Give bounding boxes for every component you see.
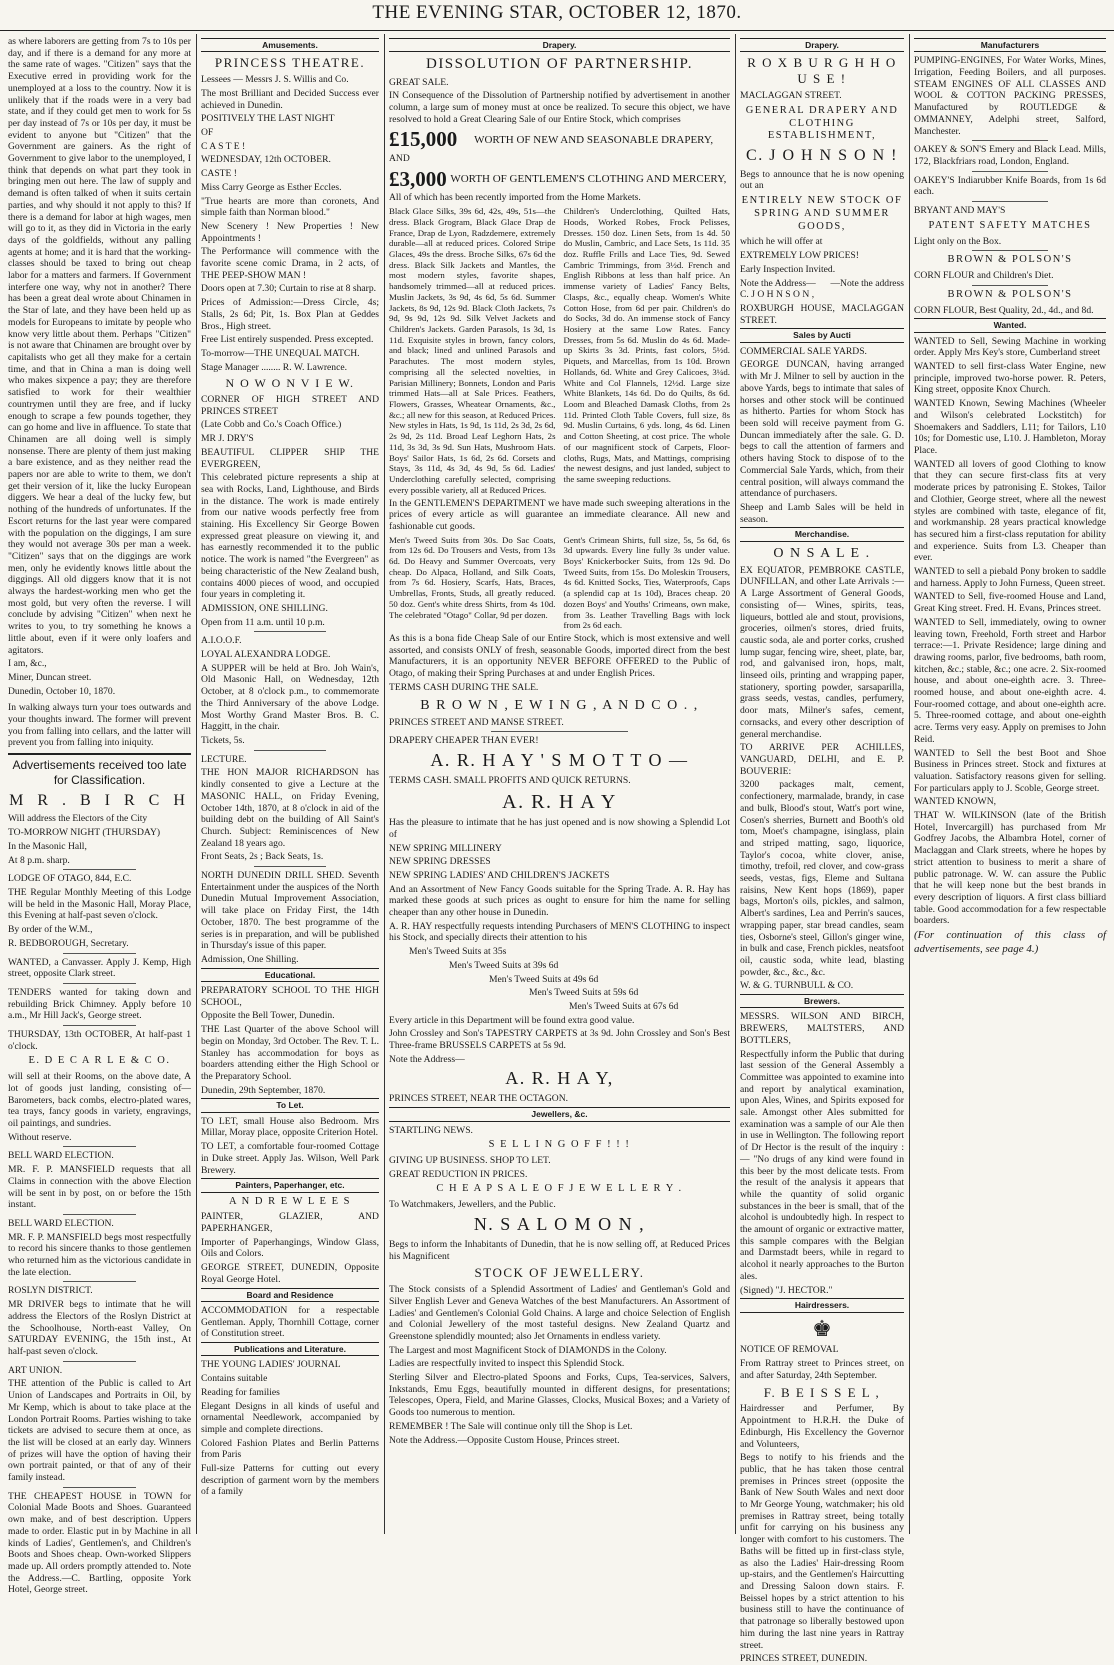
salomon-intro: Begs to inform the Inhabitants of Dunedin, that he is now selling off, at Reduced Prices his Magnificent [389, 1238, 730, 1262]
aiof: A.I.O.O.F. [201, 635, 242, 647]
terms-cash-sale: TERMS CASH DURING THE SALE. [389, 681, 539, 693]
to-arrive-text: 3200 packages malt, cement, confectionery, marmalade, brandy, in case and bulk, Blood's stout, Watt's port wine, Cosen's sherries, Burnett and Booth's old tom, Moet's champagne, isinglass, plain and striped matting, sago, liquorice, Taylor's cocoa, white clover, anise, timothy, trefoil, red clover, and cow-grass seeds, vestas, figs, Eleme and Sultana raisins, New Kent hops (1869), paper bags, Morton's oils, pickles, and salmon, Albert's sardines, Lea and Perrin's sauces, wrapping paper, star bread candles, seam ties, Osborne's steel, Gillon's ginger wine, in bulk and case, French pickles, neatsfoot oil, caustic soda, white lead, blasting powder, &c., &c., &c. [740, 779, 904, 978]
brown-polson-1-sub: CORN FLOUR and Children's Diet. [914, 270, 1054, 282]
column-rule [735, 34, 736, 1534]
stock-text: The Stock consists of a Splendid Assortment of Ladies' and Gentleman's Gold and Silver English Lever and Geneva Watches of the best Manufacturers. An Assortment of Ladies' and Gentlemen's Colonial Gold Chains. A large and choice Selection of English and Colonial Jewellery of the most tasteful designs. New Zealand Quartz and Greenstone splendidly mounted; also Jet Ornaments in endless variety. [389, 1284, 730, 1342]
section-wanted: Wanted. [914, 318, 1106, 332]
section-to-let: To Let. [201, 1098, 379, 1112]
bryant-may: BRYANT AND MAY'S [914, 205, 1006, 217]
wanted-8: WANTED to Sell the best Boot and Shoe Business in Princes street. Stock and fixtures at valuation. Satisfactory reasons given for selling. For particulars apply to J. Scoble, George street. [914, 747, 1106, 794]
lodge-sign: R. BEDBOROUGH, Secretary. [8, 937, 129, 949]
general-drapery: GENERAL DRAPERY AND CLOTHING ESTABLISHMENT, [745, 104, 899, 142]
beissel-sub: Hairdresser and Perfumer, By Appointment to H.R.H. the Duke of Edinburgh, His Excellency the Governor and Volunteers, [740, 1403, 904, 1450]
note-left: Note the Address— [740, 277, 816, 289]
notice-removal: NOTICE OF REMOVAL [740, 1344, 839, 1356]
amount-2: £3,000 [389, 166, 447, 191]
lecture-heading: LECTURE. [201, 753, 247, 765]
pumping-engines: PUMPING-ENGINES, For Water Works, Mines, Irrigation, Feeding Boilers, and all purposes. STEAM ENGINES OF ALL CLASSES AND WOOL & COTTON PACKING PRESSES, Manufactured by ROUTLEDGE & OMMANNEY, Adelphi street, Salford, Manchester. [914, 55, 1106, 137]
brown-polson-1: BROWN & POLSON'S [947, 254, 1073, 266]
birch-line-3: In the Masonic Hall, [8, 840, 87, 852]
divider [63, 1281, 136, 1282]
wanted-known-heading: WANTED KNOWN, [914, 796, 997, 808]
quote: "True hearts are more than coronets, And simple faith than Norman blood." [201, 195, 379, 219]
column-2 [201, 36, 379, 1531]
on-sale: O N S A L E . [773, 545, 871, 561]
wanted-4: WANTED all lovers of good Clothing to know that they can secure first-class fits at very moderate prices by patronising E. Stokes, Tailor and Clothier, George street, where all the newest styles are combined with taste, elegance of fit, and workmanship. 28 years practical knowledge has secured him a first-class reputation for ability and experience. Suits from L3. Cheaper than ever. [914, 458, 1106, 564]
divider [63, 1361, 136, 1362]
roxburgh-address: ROXBURGH HOUSE, MACLAGGAN STREET. [740, 303, 904, 326]
divider [63, 1025, 136, 1026]
great-reduction: GREAT REDUCTION IN PRICES. [389, 1168, 528, 1180]
journal-item-4: Full-size Patterns for cutting out every description of garment worn by the members of a family [201, 1463, 379, 1498]
selling-off: S E L L I N G O F F ! ! ! [488, 1139, 631, 1151]
birch-name: M R . B I R C H [9, 791, 190, 809]
price-lists [389, 206, 730, 497]
divider [63, 953, 136, 954]
board-text: ACCOMMODATION for a respectable Gentleman. Apply, Thornhill Cottage, corner of Constitution street. [201, 1304, 379, 1340]
bona-fide: As this is a bona fide Cheap Sale of our Entire Stock, which is most extensive and well assorted, and consists ONLY of fresh, seasonable Goods, imported direct from the best Manufacturers, it is an opportunity NEVER BEFORE OFFERED to the Public of Otago, of making their Spring Purchases at and under English Prices. [389, 633, 730, 680]
walking-note: In walking always turn your toes outwards and your thoughts inward. The former will prevent you from falling into cellars, and the latter will prevent you from falling into iniquity. [8, 702, 191, 749]
tweed-suits-4: Men's Tweed Suits at 59s 6d [529, 987, 639, 999]
prep-school: PREPARATORY SCHOOL TO THE HIGH SCHOOL, [201, 985, 379, 1008]
turnbull: W. & G. TURNBULL & CO. [740, 980, 854, 992]
sheep-lamb: Sheep and Lamb Sales will be held in season. [740, 501, 904, 525]
note-right: —Note the address [830, 277, 904, 289]
brown-ewing: B R O W N , E W I N G , A N D C O . , [420, 697, 699, 713]
clipper-ship: BEAUTIFUL CLIPPER SHIP THE EVERGREEN, [201, 446, 379, 470]
canvasser-ad: WANTED, a Canvasser. Apply J. Kemp, High street, opposite Clark street. [8, 956, 191, 980]
gents-intro: In the GENTLEMEN'S DEPARTMENT we have made such sweeping alterations in the prices of every article as will guarantee an immediate clearance. All new and fashionable cut goods. [389, 497, 730, 532]
diamonds: The Largest and most Magnificent Stock of DIAMONDS in the Colony. [389, 1344, 667, 1356]
princes-dunedin: PRINCES STREET, DUNEDIN. [740, 1653, 868, 1665]
bell-text-2: MR. F. P. MANSFIELD begs most respectfully to record his sincere thanks to those gentlemen who returned him as the victorious candidate in the late election. [8, 1231, 191, 1278]
divider [63, 869, 136, 870]
open-hours: Open from 11 a.m. until 10 p.m. [201, 616, 325, 628]
hay-motto: A. R. H A Y ' S M O T T O — [430, 750, 689, 771]
section-publications: Publications and Literature. [201, 1342, 379, 1356]
beissel-text: Begs to notify to his friends and the public, that he has taken those central premises in Princes street (opposite the Bank of New South Wales and next door to Mr George Young, watchmaker; his old premises in Rattray street, being totally unfit for carrying on his business any longer with comfort to his customers. The Baths will be fitted up in first-class style, as also the Ladies' Hair-dressing Room up-stairs, and the Gentlemen's Haircutting and Dressing Saloon down stairs. F. Beissel hopes by a strict attention to his business still to have the continuance of that patronage so liberally bestowed upon him during the last nine years in Rattray street. [740, 1452, 904, 1651]
continuation-note: (For continuation of this class of advertisements, see page 4.) [914, 929, 1106, 955]
princess-lessees: Lessees — Messrs J. S. Willis and Co. [201, 74, 349, 86]
wednesday-date: WEDNESDAY, 12th OCTOBER. [201, 154, 331, 166]
new-spring-jackets: NEW SPRING LADIES' AND CHILDREN'S JACKETS [389, 869, 610, 881]
section-brewers: Brewers. [740, 994, 904, 1008]
divider [63, 1214, 136, 1215]
divider [972, 201, 1049, 202]
birch-line-4: At 8 p.m. sharp. [8, 854, 70, 866]
section-painters: Painters, Paperhanger, etc. [201, 1178, 379, 1192]
art-heading: ART UNION. [8, 1364, 63, 1376]
roslyn-heading: ROSLYN DISTRICT. [8, 1285, 93, 1297]
entirely-new-stock: ENTIRELY NEW STOCK OF SPRING AND SUMMER GOODS, [741, 195, 903, 232]
masthead [0, 2, 1114, 31]
ladies-invited: Ladies are respectfully invited to inspect this Splendid Stock. [389, 1358, 625, 1370]
prep-opposite: Opposite the Bell Tower, Dunedin. [201, 1010, 335, 1022]
gents-list-right: Gent's Crimean Shirts, full size, 5s, 5s 6d, 6s 3d upwards. Every line fully 3s under value. Boys' Knickerbocker Suits, from 12s 9d. Do Tweed Suits, from 15s. Do Moleskin Trousers, 4s 6d. Knitted Socks, Ties, Waterproofs, Caps (a splendid cap at 1s 10d), Braces cheap. 20 dozen Boys' and Youths' Crimeans, own make, from 3s. Leather Travelling Bags with lock from 2s 6d each. [563, 534, 730, 631]
lees-trade: PAINTER, GLAZIER, AND PAPERHANGER, [201, 1211, 379, 1235]
duncan-text: GEORGE DUNCAN, having arranged with Mr J. Milner to sell by auction in the above Yards, begs to intimate that sales of horses and other stock will be continued as hitherto. Parties for whom Stock has been sold will receive payment from G. Duncan immediately after the sale. G. D. begs to call the attention of farmers and others having Stock to dispose of to the Commercial Sale Yards, which, from their central position, will always command the attendance of purchasers. [740, 359, 904, 500]
lodge-heading: LODGE OF OTAGO, 844, E.C. [8, 873, 132, 885]
cheapest-house-ad: THE CHEAPEST HOUSE in TOWN for Colonial Made Boots and Shoes. Guaranteed own make, and of best description. Uppers made to order. Elastic put in by Machine in all kinds of Ladies', Gentlemen's, and Children's Boots and Shoes cheap. Own-worked Slippers made up. All orders promptly attended to. Note the Address.—C. Bartling, opposite York Hotel, George street. [8, 1490, 191, 1596]
new-spring-dresses: NEW SPRING DRESSES [389, 856, 491, 868]
octagon-address: PRINCES STREET, NEAR THE OCTAGON. [389, 1093, 569, 1105]
salomon-address: Note the Address.—Opposite Custom House, Princes street. [389, 1434, 620, 1446]
birch-line-2: TO-MORROW NIGHT (THURSDAY) [8, 827, 161, 839]
section-jewellers: Jewellers, &c. [389, 1107, 730, 1121]
ship-text: This celebrated picture represents a ship at sea with Rocks, Land, Lighthouse, and Birds in the distance. The work is made entirely from our native woods perfectly free from staining. His Excellency Sir George Bowen expressed great pleasure on viewing it, and has earnestly recommended it to the public notice. The work is named "the Evergreen" as being characteristic of the New Zealand bush, contains 4000 pieces of wood, and occupied four years in completing it. [201, 472, 379, 601]
divider [972, 250, 1049, 251]
divider [254, 750, 325, 751]
imported: All of which has been recently imported from the Home Markets. [389, 192, 641, 204]
princess-success: The most Brilliant and Decided Success ever achieved in Dunedin. [201, 87, 379, 111]
low-prices: EXTREMELY LOW PRICES! [740, 250, 859, 262]
letter-body: as where laborers are getting from 7s to 10s per day, and if there is a demand for any more at the same rate of wages. "Citizen" says that the Executive erred in providing work for the unemployed at a loss to the country. Now it is unlikely that if the roads were in a very bad state, and if they could get men to work for 5s per day instead of 7s or 10s per day, it must be evident to anyone but "Citizen" that the Government are gainers. As the right of Government to give labor to the unemployed, I think that depends on what part they took in bringing men out here. The law of supply and demand is often talked of when it suits certain parties, and why should it not apply to this? If there is a demand for labor at high wages, men will go to it, as they did in Victoria in the early days of the goldfields, without any palling agents at home; and it is hard that the working-classes should be taxed to bring out cheap labor for a matters and farmers. If Government interfere one way, why not in another? There has been a great deal wrote about Chinamen in the Star of late, and they have been held up as models for Europeans to imitate by people who know very little about them. Perhaps "Citizen" is not aware that Chinamen are brought over by capitalists who get all they make for a certain time, and that in China a man is doing well who makes sixpence a pay; they are therefore satisfied to work for their wealthier countrymen until they are free, and if lucky enough to scrape a few pounds together, they can go home and live in affluence. To state that Chinamen are all doing well is simply nonsense. There are plenty of them just making a bare existence, and as they neither read the papers nor are able to write to them, we don't get their version of it, like the lucky European diggers. We hear a deal of the lucky few, but nothing of the hundreds of unfortunates. If the Escort returns for the last year were compared with the population on the diggings, I am sure they would not average 30s per man a week. "Citizen" says that on the diggings are work men, only he evidently knows little about the diggings. All old diggers know that it is not always the hardest-working men who get the most gold, but very often the reverse. I will conclude by advising "Citizen" when next he writes to you, to try something he knows a little about, even if it were only loafers and agitators. [8, 36, 191, 656]
drill-shed-text: NORTH DUNEDIN DRILL SHED. Seventh Entertainment under the auspices of the North Dunedin Mutual Improvement Association, will take place on Friday First, the 14th October, 1870. The best programme of the series is in preparation, and will be published in Thursday's issue of this paper. [201, 870, 379, 952]
journal-item-3: Colored Fashion Plates and Berlin Patterns from Paris [201, 1437, 379, 1461]
tweed-suits-5: Men's Tweed Suits at 67s 6d [569, 1000, 679, 1012]
every-article: Every article in this Department will be found extra good value. [389, 1014, 635, 1026]
column-rule [384, 34, 385, 1534]
caste-subtitle: CASTE ! [201, 168, 237, 180]
wanted-7: WANTED to Sell, immediately, owing to owner leaving town, Freehold, Forth street and Harbor terrace:—1. Private Residence; large dining and drawing rooms, parlor, five bedrooms, bath room, kitchen, &c.; stable, &c.; one acre. 2. Six-roomed house, and about one-eighth acre. 3. Three-roomed house, and about one-eighth acre. 4. Four-roomed cottage, and about one-eighth acre. 5. Three-roomed cottage, and about one-eighth acre. Terms very easy. Apply on premises to John Reid. [914, 616, 1106, 745]
section-drapery: Drapery. [389, 38, 730, 52]
patent-matches: PATENT SAFETY MATCHES [928, 219, 1092, 231]
of-label: OF [201, 127, 214, 139]
divider [63, 1487, 136, 1488]
giving-up: GIVING UP BUSINESS. SHOP TO LET. [389, 1155, 551, 1166]
lees-address: GEORGE STREET, DUNEDIN, Opposite Royal George Hotel. [201, 1262, 379, 1285]
gents-lists [389, 535, 730, 633]
letter-sign: I am, &c., [8, 658, 47, 670]
auction-text: will sell at their Rooms, on the above date, A lot of goods just landing, consisting of— Barometers, back combs, electro-plated wares, tea trays, fancy goods in variety, engravings, oil paintings, and sundries. [8, 1071, 191, 1130]
section-board: Board and Residence [201, 1288, 379, 1302]
prep-text: THE Last Quarter of the above School will begin on Monday, 3rd October. The Rev. T. L. Stanley has accommodation for boys as boarders attending either the High School or the Preparatory School. [201, 1024, 379, 1082]
amount-row-1 [389, 127, 730, 153]
bell-heading-1: BELL WARD ELECTION. [8, 1150, 114, 1162]
prices: Prices of Admission:—Dress Circle, 4s; Stalls, 2s 6d; Pit, 1s. Box Plan at Geddes Bros., High street. [201, 297, 379, 332]
section-manufacturers: Manufacturers [914, 38, 1106, 52]
startling-news: STARTLING NEWS. [389, 1124, 473, 1136]
johnson-begs: Begs to announce that he is now opening out an [740, 168, 904, 192]
commercial-sale-yards: COMMERCIAL SALE YARDS. [740, 345, 867, 357]
caste-title: C A S T E ! [201, 140, 246, 152]
wilson-birch: MESSRS. WILSON AND BIRCH, BREWERS, MALTSTERS, AND BOTTLERS, [740, 1011, 904, 1046]
ar-hay-footer: A. R. H A Y, [505, 1068, 614, 1089]
crossley-carpets: John Crossley and Son's TAPESTRY CARPETS at 3s 9d. John Crossley and Son's Best Three-frame BRUSSELS CARPETS at 5s 9d. [389, 1028, 730, 1052]
remember: REMEMBER ! The Sale will continue only till the Shop is Let. [389, 1420, 633, 1432]
wanted-6: WANTED to Sell, five-roomed House and Land, Great King street. Fred. H. Evans, Princes street. [914, 591, 1106, 615]
princess-theatre-title: PRINCESS THEATRE. [214, 55, 366, 71]
and-label: AND [389, 153, 410, 165]
birch-line-1: Will address the Electors of the City [8, 813, 148, 825]
lees-importer: Importer of Paperhangings, Window Glass, Oils and Colors. [201, 1236, 379, 1260]
maclaggan-street: MACLAGGAN STREET. [740, 90, 842, 102]
drapery-cheaper: DRAPERY CHEAPER THAN EVER! [389, 735, 539, 747]
price-list-left: Black Glace Silks, 39s 6d, 42s, 49s, 51s—the dress. Black Grogram, Black Glace Drap de France, Drap de Lyon, Radzdemere, extremely durable—all at reduced prices. Colored Stripe Glaces, 49s the dress. Broche Silks, 67s 6d the dress. Black Silk Jackets and Mantles, the most modern styles, favorite shapes, handsomely trimmed—all at reduced prices. Muslin Jackets, 3s 9d, 4s 6d, 5s 6d. Summer Jackets, 8s 9d, 12s 9d. Black Cloth Jackets, 7s 9d, 9s 9d, 12s 9d. Silk Velvet Jackets and Children's Jackets. Garden Parasols, 1s 3d, 1s 11d. Exquisite styles in brown, fancy colors, and black; lined and unlined Parasols and Parachutes. The most modern styles, comprising all the selected novelties, in Parisian Millinery; Bonnets, London and Paris trimmed Hats—all at Sale Prices. Feathers, Flowers, Grasses, Wheatear Ornaments, &c., &c.; all new for this season, at Reduced Prices. New styles in Hats, 1s 9d, 1s 11d, 2s 3d, 2s 6d, 2s 9d, 2s 11d. Broad Leaf Leghorn Hats, 2s 11d, 3s 3d, 3s 9d. Sun Hats, Mushroom Hats. Boys' Sailor Hats, 1s 6d, 2s 6d. Corsets and Stays, 3s 11d, 4s 3d, 4s 9d, 5s 6d. Ladies' Underclothing carefully selected, comprising every possible variety, all at Reduced Prices. [389, 206, 556, 495]
section-sales: Sales by Aucti [740, 328, 904, 342]
tweed-suits-1: Men's Tweed Suits at 35s [409, 946, 507, 958]
lecture-seats: Front Seats, 2s ; Back Seats, 1s. [201, 851, 324, 863]
tenders-ad: TENDERS wanted for taking down and rebuilding Brick Chimney. Apply before 10 a.m., Mr Hill Jack's, George street. [8, 986, 191, 1022]
auction-date: THURSDAY, 13th OCTOBER, At half-past 1 o'clock. [8, 1029, 191, 1052]
free-list: Free List entirely suspended. Press excepted. [201, 334, 374, 346]
tweed-suits-3: Men's Tweed Suits at 49s 6d [489, 973, 599, 985]
tomorrow: To-morrow—THE UNEQUAL MATCH. [201, 347, 360, 359]
now-on-view: N O W O N V I E W. [225, 376, 355, 391]
section-drapery-2: Drapery. [740, 38, 904, 52]
divider [972, 171, 1049, 172]
divider [972, 140, 1049, 141]
salomon-name: N. S A L O M O N , [473, 1213, 646, 1234]
hay-intro: Has the pleasure to intimate that he has just opened and is now showing a Splendid Lot of [389, 817, 730, 840]
art-text: THE attention of the Public is called to Art Union of Landscapes and Portraits in Oil, by Mr Kemp, which is about to take place at the London Portrait Rooms. Parties wishing to take tickets are advised to secure them at once, as the list will be closed at an early day. Winners of prizes will have the option of having their own portrait painted, or that of any of their family instead. [8, 1378, 191, 1484]
column-5 [914, 36, 1106, 1531]
dissolution-intro: IN Consequence of the Dissolution of Partnership notified by advertisement in another column, a large sum of money must at once be realized. To secure this object, we have resolved to hold a Great Clearing Sale of our Entire Stock, which comprises [389, 90, 730, 125]
auction-reserve: Without reserve. [8, 1131, 72, 1143]
column-4 [740, 36, 904, 1665]
journal-contains: Contains suitable [201, 1373, 268, 1385]
which-offer: which he will offer at [740, 236, 823, 248]
late-cobb: (Late Cobb and Co.'s Coach Office.) [201, 419, 342, 431]
column-3 [389, 36, 730, 1531]
lecture-text: THE HON MAJOR RICHARDSON has kindly consented to give a Lecture at the MASONIC HALL, on Friday Evening, October 14th, 1870, at 8 o'clock in aid of the building debt on the building of All Saint's Church. Subject: Reminiscences of New Zealand 18 years ago. [201, 767, 379, 849]
stock-of-jewellery: STOCK OF JEWELLERY. [474, 1265, 645, 1281]
fancy-goods: And an Assortment of New Fancy Goods suitable for the Spring Trade. A. R. Hay has marked these goods at such prices as ought to ensure for him the name for selling cheaper than any other house in Dunedin. [389, 883, 730, 919]
brown-polson-2: BROWN & POLSON'S [947, 288, 1073, 300]
andrew-lees: A N D R E W L E E S [229, 1195, 351, 1207]
hector-signed: (Signed) "J. HECTOR." [740, 1284, 833, 1296]
mr-dry: MR J. DRY'S [201, 433, 254, 445]
miss-carry: Miss Carry George as Esther Eccles. [201, 181, 342, 193]
prep-date: Dunedin, 29th September, 1870. [201, 1084, 326, 1096]
wanted-3: WANTED Known, Sewing Machines (Wheeler and Wilson's celebrated Lockstitch) for Shoemakers and Saddlers, L11; for Tailors, L10 10s; for Domestic use, L10. J. Hambleton, Moray Place. [914, 398, 1106, 456]
dissolution-title: DISSOLUTION OF PARTNERSHIP. [425, 56, 693, 73]
journal-item-2: Elegant Designs in all kinds of useful and ornamental Needlework, accompanied by simple and complete directions. [201, 1400, 379, 1435]
amount-row-2 [389, 167, 730, 193]
letter-date: Dunedin, October 10, 1870. [8, 685, 116, 697]
note-row [740, 278, 904, 290]
oakey-emery: OAKEY & SON'S Emery and Black Lead. Mills, 172, Blackfriars road, London, England. [914, 144, 1106, 167]
amount-1: £15,000 [389, 127, 458, 152]
section-amusements: Amusements. [201, 38, 379, 52]
section-hairdressers: Hairdressers. [740, 1298, 904, 1312]
gents-list-left: Men's Tweed Suits from 30s. Do Sac Coats, from 12s 6d. Do Trousers and Vests, from 13s 6d. Do Heavy and Summer Overcoats, very cheap. Do Alpaca, Holland, and Silk Coats, from 7s 6d. Hosiery, Scarfs, Hats, Braces, Umbrellas, Fronts, Studs, all greatly reduced. 50 doz. Gent's white dress Shirts, from 4s 10d. The celebrated "Otago" Collar, 9d per dozen. [389, 534, 556, 620]
late-ads-heading: Advertisements received too late for Classification. [8, 753, 191, 787]
removal-sub: From Rattray street to Princes street, on and after Saturday, 24th September. [740, 1358, 904, 1381]
c-johnson: C. J O H N S O N ! [746, 147, 898, 165]
divider [63, 1146, 136, 1147]
loyal-lodge: LOYAL ALEXANDRA LODGE. [201, 649, 331, 661]
roxburgh-house: R O X B U R G H H O U S E ! [747, 55, 897, 87]
great-sale: GREAT SALE. [389, 76, 449, 88]
divider [491, 731, 627, 732]
amount-2-text: WORTH OF GENTLEMEN'S CLOTHING AND MERCERY, [450, 172, 727, 185]
masthead-title: THE EVENING STAR, OCTOBER 12, 1870. [372, 2, 742, 23]
positively-last: POSITIVELY THE LAST NIGHT [201, 113, 335, 125]
johnson-signature: C. J O H N S O N , [740, 289, 815, 301]
auction-name: E. D E C A R L E & C O. [28, 1055, 171, 1067]
divider [972, 285, 1049, 286]
terms-cash: TERMS CASH. SMALL PROFITS AND QUICK RETURNS. [389, 775, 631, 787]
letter-name: Miner, Duncan street. [8, 671, 92, 683]
divider [254, 631, 325, 632]
stage-manager: Stage Manager ........ R. W. Lawrence. [201, 361, 347, 373]
admission: ADMISSION, ONE SHILLING. [201, 602, 328, 614]
to-arrive: TO ARRIVE PER ACHILLES, VANGUARD, DELHI, and E. P. BOUVERIE: [740, 742, 904, 777]
hay-note: Note the Address— [389, 1053, 465, 1065]
section-educational: Educational. [201, 968, 379, 982]
column-1 [8, 36, 191, 1596]
doors: Doors open at 7.30; Curtain to rise at 8 sharp. [201, 283, 377, 295]
wanted-known-text: THAT W. WILKINSON (late of the British Hotel, Invercargill) has purchased from Mr Godfrey Jacobs, the Albambra Hotel, corner of Maclaggan and Clark streets, where he hopes by strict attention to business to merit a share of public patronage. W. W. can assure the Public that he will keep none but the best brands in every description of liquors. A first class billiard table. Good accommodation for a few respectable boarders. [914, 810, 1106, 927]
royal-crest-icon: ♚ [812, 1315, 832, 1341]
wanted-2: WANTED to sell first-class Water Engine, new principle, improved two-horse power. R. Peters, King street, opposite Knox Church. [914, 361, 1106, 396]
divider [63, 983, 136, 984]
lodge-text: THE Regular Monthly Meeting of this Lodge will be held in the Masonic Hall, Moray Place, this Evening at half-past seven o'clock. [8, 887, 191, 922]
tickets: Tickets, 5s. [201, 735, 245, 746]
bell-heading-2: BELL WARD ELECTION. [8, 1217, 114, 1229]
on-sale-text: EX EQUATOR, PEMBROKE CASTLE, DUNFILLAN, and other Late Arrivals :— A Large Assortment of General Goods, consisting of— Wines, spirits, teas, liqueurs, bottled ale and stout, provisions, groceries, oilmen's stores, dried fruits, caustic soda, ale and porter corks, crushed lump sugar, fencing wire, sheet, plate, bar, rod, and galvanised iron, hops, malt, linseed oils, printing and wrapping paper, stationery, sporting powder, sarsaparilla, grass seeds, vestas, candles, perfumery, door mats, Milner's safes, cement, cornsacks, and every other description of general merchandise. [740, 564, 904, 740]
column-rule [909, 34, 910, 1534]
sterling-silver: Sterling Silver and Electro-plated Spoons and Forks, Cups, Tea-services, Salvers, Inkstands, Emu Eggs, beautifully mounted in different designs, for presentations; Telescopes, Opera, Field, and Marine Glasses, Clocks, Musical Boxes; and a Variety of Goods too numerous to mention. [389, 1372, 730, 1419]
new-scenery: New Scenery ! New Properties ! New Appointments ! [201, 220, 379, 244]
wanted-1: WANTED to Sell, Sewing Machine in working order. Apply Mrs Key's store, Cumberland street [914, 335, 1106, 359]
early-inspection: Early Inspection Invited. [740, 263, 836, 275]
column-rule [196, 34, 197, 1534]
performance: The Performance will commence with the favorite scene comic Drama, in 2 acts, of THE PEEP-SHOW MAN ! [201, 246, 379, 281]
drill-admission: Admission, One Shilling. [201, 953, 299, 965]
bell-text-1: MR. F. P. MANSFIELD requests that all Claims in connection with the above Election will be sent in by post, on or before the 15th instant. [8, 1164, 191, 1211]
corner: CORNER OF HIGH STREET AND PRINCES STREET [201, 394, 379, 417]
tweed-suits-2: Men's Tweed Suits at 39s 6d [449, 959, 559, 971]
light-box: Light only on the Box. [914, 235, 1002, 247]
oakey-knife: OAKEY'S Indiarubber Knife Boards, from 1s 6d each. [914, 174, 1106, 198]
roslyn-text: MR DRIVER begs to intimate that he will address the Electors of the Roslyn District at the Schoolhouse, North-east Valley, On SATURDAY EVENING, the 15th inst., At half-past seven o'clock. [8, 1299, 191, 1357]
supper-text: A SUPPER will be held at Bro. Joh Wain's, Old Masonic Hall, on Wednesday, 12th October, at 8 o'clock p.m., to commemorate the Third Anniversary of the above Lodge. Most Worthy Grand Master Bros. B. C. Haggitt, in the chair. [201, 662, 379, 733]
wanted-5: WANTED to sell a piebald Pony broken to saddle and harness. Apply to John Furness, Queen street. [914, 566, 1106, 589]
ar-hay: A. R. H A Y [502, 790, 617, 813]
journal-title: THE YOUNG LADIES' JOURNAL [201, 1359, 341, 1371]
journal-item-1: Reading for families [201, 1386, 280, 1398]
princes-manse: PRINCES STREET AND MANSE STREET. [389, 716, 564, 728]
to-let-1: TO LET, small House also Bedroom. Mrs Millar, Moray place, opposite Criterion Hotel. [201, 1115, 379, 1139]
to-watchmakers: To Watchmakers, Jewellers, and the Public. [389, 1199, 556, 1211]
to-let-2: TO LET, a comfortable four-roomed Cottage in Duke street. Apply Jas. Wilson, Well Park Brewery. [201, 1141, 379, 1176]
brown-polson-2-sub: CORN FLOUR, Best Quality, 2d., 4d., and 8d. [914, 304, 1094, 316]
new-spring-millinery: NEW SPRING MILLINERY [389, 842, 502, 854]
section-merchandise: Merchandise. [740, 527, 904, 541]
divider [254, 866, 325, 867]
price-list-right: Children's Underclothing, Quilted Hats, Hoods, Worked Robes, Frock Pelisses, Dresses. 150 doz. Linen Sets, from 1s 4d. 50 do Muslin, Cambric, and Lace Sets, 1s 11d. 35 doz. Ruffle Frills and Lace Ties, 9d. Sewed Cambric Trimmings, from 3½d. French and English Ribbons at less than half price. An immense variety of Ladies' Fancy Belts, Clasps, &c., equally cheap. Women's White Cotton Hose, from 6d per pair. Children's do do Socks, 3d do. An immense stock of Fancy Hosiery at the same Low Rates. Fancy Dresses, from 5s 6d. Muslin do 4s 6d. Made-up Skirts 3s 3d. Prints, fast colors, 5½d. Piquets, and Marcellas, from 1s 10d. Brown Hollands, 6d. White and Grey Calicoes, 3¼d. White and Col Flannels, 12½d. Large size White Blankets, 14s 6d. Do do Quilts, 8s 6d. Loom and Bleached Damask Cloths, from 2s 11d. Printed Cloth Table Covers, full size, 8s 9d. Muslin Curtains, 6 yds. long, 4s 6d. Linen and Cotton Sheeting, at cost price. The whole of our magnificent stock of Carpets, Floor-cloths, Rugs, Mats, and Mattings, comprising the newest designs, and just landed, subject to the same sweeping reductions. [563, 206, 730, 485]
amount-1-text: WORTH OF NEW AND SEASONABLE DRAPERY, [474, 133, 714, 146]
wilson-text: Respectfully inform the Public that during last session of the General Assembly a Committee was appointed to examine into and report by analytical examination, upon Ales, Wines, and Spirits exposed for sale. Amongst other Ales submitted for examination was a sample of our Ale then in use in Wellington. The following report of Dr Hector is the result of the inquiry :— "No drugs of any kind were found in this beer by the most delicate tests. From the result of the analysis it appears that while the quantity of solid organic substances in the beer is small, that of the alcohol is undoubtedly high. In respect to the amount of organic or extractive matter, this sample compares with the Belgian and Darmstadt beers, while in regard to alcohol it nearly approaches to the Burton ales. [740, 1048, 904, 1282]
hay-invite: A. R. HAY respectfully requests intending Purchasers of MEN'S CLOTHING to inspect his Stock, and specially directs their attention to his [389, 920, 730, 944]
beissel-name: F. B E I S S E L , [763, 1384, 881, 1400]
lodge-order: By order of the W.M., [8, 924, 93, 936]
cheap-jewellery: C H E A P S A L E O F J E W E L L E R Y . [436, 1183, 683, 1195]
